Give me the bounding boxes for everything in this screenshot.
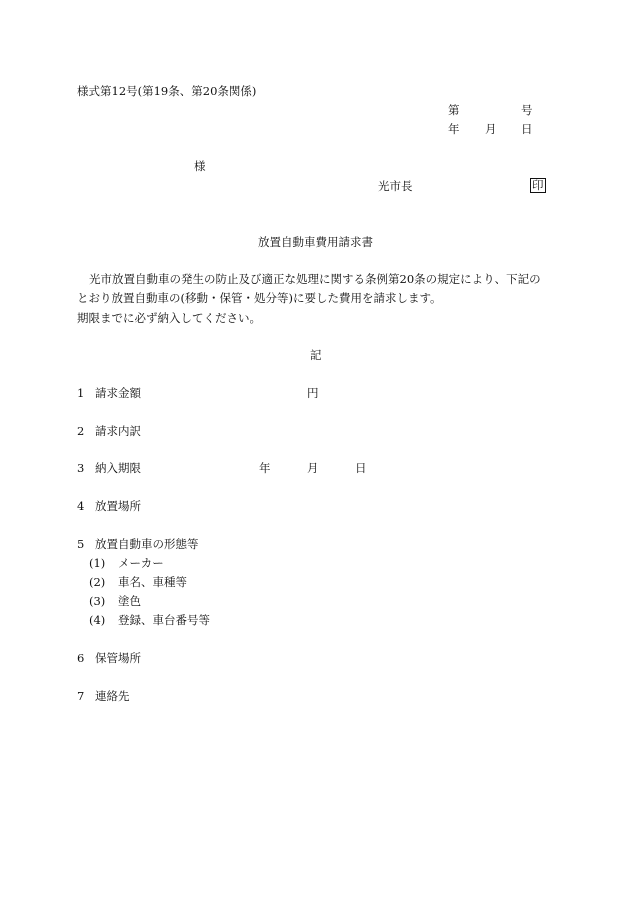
item-label-request-amount: 請求金額 xyxy=(95,386,141,400)
sub-item-number: (2) xyxy=(89,575,106,589)
sub-item-registration: 登録、車台番号等 xyxy=(118,613,210,627)
item-label-request-breakdown: 請求内訳 xyxy=(95,424,141,438)
body-line-2: とおり放置自動車の(移動・保管・処分等)に要した費用を請求します。 xyxy=(77,291,442,305)
sub-item-maker: メーカー xyxy=(118,556,164,570)
body-line-1: 光市放置自動車の発生の防止及び適正な処理に関する条例第20条の規定により、下記の xyxy=(89,272,541,286)
seal-label: 印 xyxy=(532,178,544,192)
item-label-vehicle-form: 放置自動車の形態等 xyxy=(95,537,199,551)
item-label-payment-deadline: 納入期限 xyxy=(95,461,141,475)
date-month: 月 xyxy=(485,122,497,136)
date-day: 日 xyxy=(521,122,533,136)
sub-item-number: (3) xyxy=(89,594,106,608)
ref-no-go: 号 xyxy=(521,103,533,117)
deadline-day: 日 xyxy=(355,461,367,475)
item-label-abandoned-location: 放置場所 xyxy=(95,499,141,513)
item-number: 4 xyxy=(77,499,85,513)
item-number: 3 xyxy=(77,461,85,475)
ki-heading: 記 xyxy=(310,348,322,362)
sub-item-paint-color: 塗色 xyxy=(118,594,141,608)
item-number: 1 xyxy=(77,386,85,400)
sub-item-car-name: 車名、車種等 xyxy=(118,575,187,589)
item-number: 2 xyxy=(77,424,85,438)
body-line-3: 期限までに必ず納入してください。 xyxy=(77,311,261,325)
item-number: 6 xyxy=(77,651,85,665)
sub-item-number: (4) xyxy=(89,613,106,627)
ref-no-dai: 第 xyxy=(448,103,460,117)
item-number: 7 xyxy=(77,689,85,703)
issuer-name: 光市長 xyxy=(378,179,413,193)
item-label-contact: 連絡先 xyxy=(95,689,130,703)
deadline-year: 年 xyxy=(259,461,271,475)
item-number: 5 xyxy=(77,537,85,551)
document-title: 放置自動車費用請求書 xyxy=(258,235,373,249)
form-number: 様式第12号(第19条、第20条関係) xyxy=(77,84,257,98)
item-unit-yen: 円 xyxy=(307,386,319,400)
item-label-storage-location: 保管場所 xyxy=(95,651,141,665)
sub-item-number: (1) xyxy=(89,556,106,570)
addressee-suffix: 様 xyxy=(194,159,206,173)
seal-mark xyxy=(530,178,546,193)
deadline-month: 月 xyxy=(307,461,319,475)
date-year: 年 xyxy=(448,122,460,136)
